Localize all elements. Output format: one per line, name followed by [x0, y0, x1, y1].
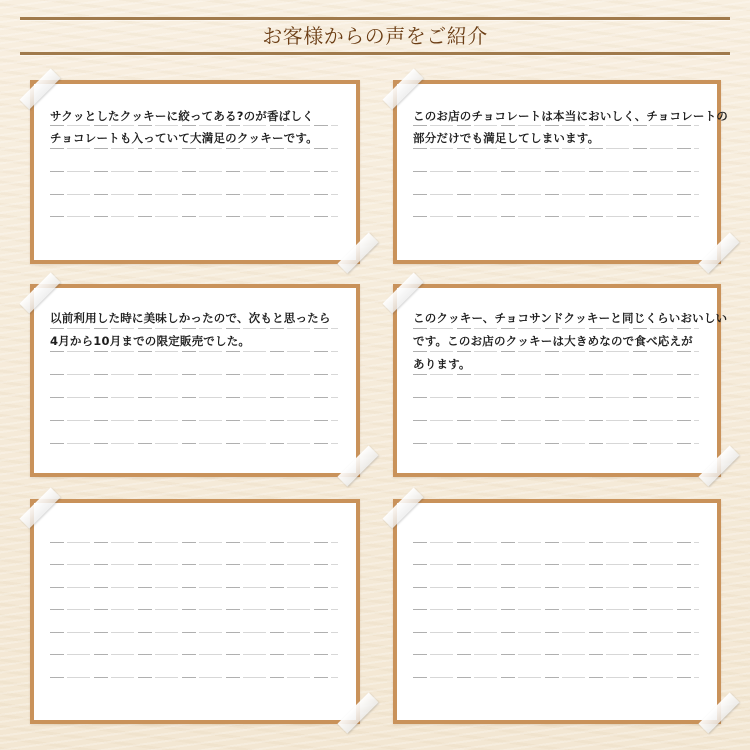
ruled-line — [413, 654, 699, 655]
ruled-line — [413, 171, 699, 172]
ruled-line — [413, 328, 699, 329]
ruled-line — [413, 216, 699, 217]
ruled-line — [413, 443, 699, 444]
ruled-line — [50, 216, 338, 217]
ruled-line — [413, 609, 699, 610]
ruled-line — [413, 397, 699, 398]
ruled-line — [50, 654, 338, 655]
section-header — [20, 17, 730, 55]
testimonial-card-4 — [393, 284, 728, 477]
ruled-line — [50, 443, 338, 444]
testimonial-1-line-2: チョコレートも入っていて大満足のクッキーです。 — [50, 131, 318, 145]
testimonial-2-line-1: このお店のチョコレートは本当においしく、チョコレートの — [413, 109, 728, 123]
ruled-line — [50, 351, 338, 352]
ruled-line — [50, 148, 338, 149]
header-top-rule — [20, 17, 730, 20]
testimonial-card-6 — [393, 499, 721, 724]
testimonial-3-line-2: 4月から10月までの限定販売でした。 — [50, 334, 251, 348]
testimonial-4-line-3: あります。 — [413, 357, 471, 371]
ruled-line — [50, 677, 338, 678]
ruled-line — [50, 420, 338, 421]
ruled-line — [50, 171, 338, 172]
ruled-line — [413, 374, 699, 375]
ruled-line — [50, 374, 338, 375]
testimonial-card-2 — [393, 80, 728, 264]
header-bottom-rule — [20, 52, 730, 55]
page-title: お客様からの声をご紹介 — [262, 24, 488, 48]
testimonial-card-5 — [30, 499, 360, 724]
ruled-line — [413, 351, 699, 352]
ruled-line — [50, 632, 338, 633]
ruled-line — [50, 328, 338, 329]
ruled-line — [413, 194, 699, 195]
ruled-line — [413, 677, 699, 678]
ruled-line — [413, 148, 699, 149]
testimonial-card-1 — [30, 80, 360, 264]
ruled-line — [50, 194, 338, 195]
testimonial-3-line-1: 以前利用した時に美味しかったので、次もと思ったら — [50, 311, 331, 325]
ruled-line — [413, 542, 699, 543]
ruled-line — [50, 397, 338, 398]
testimonial-card-3 — [30, 284, 360, 477]
ruled-line — [50, 542, 338, 543]
ruled-line — [50, 609, 338, 610]
testimonial-4-line-2: です。このお店のクッキーは大きめなので食べ応えが — [413, 334, 693, 348]
ruled-line — [50, 125, 338, 126]
ruled-line — [413, 587, 699, 588]
ruled-line — [50, 564, 338, 565]
ruled-line — [50, 587, 338, 588]
ruled-line — [413, 632, 699, 633]
ruled-line — [413, 420, 699, 421]
testimonial-1-line-1: サクッとしたクッキーに絞ってある?のが香ばしく — [50, 109, 314, 123]
testimonial-2-line-2: 部分だけでも満足してしまいます。 — [413, 131, 600, 145]
ruled-line — [413, 125, 699, 126]
ruled-line — [413, 564, 699, 565]
testimonial-4-line-1: このクッキー、チョコサンドクッキーと同じくらいおいしい — [413, 311, 728, 325]
